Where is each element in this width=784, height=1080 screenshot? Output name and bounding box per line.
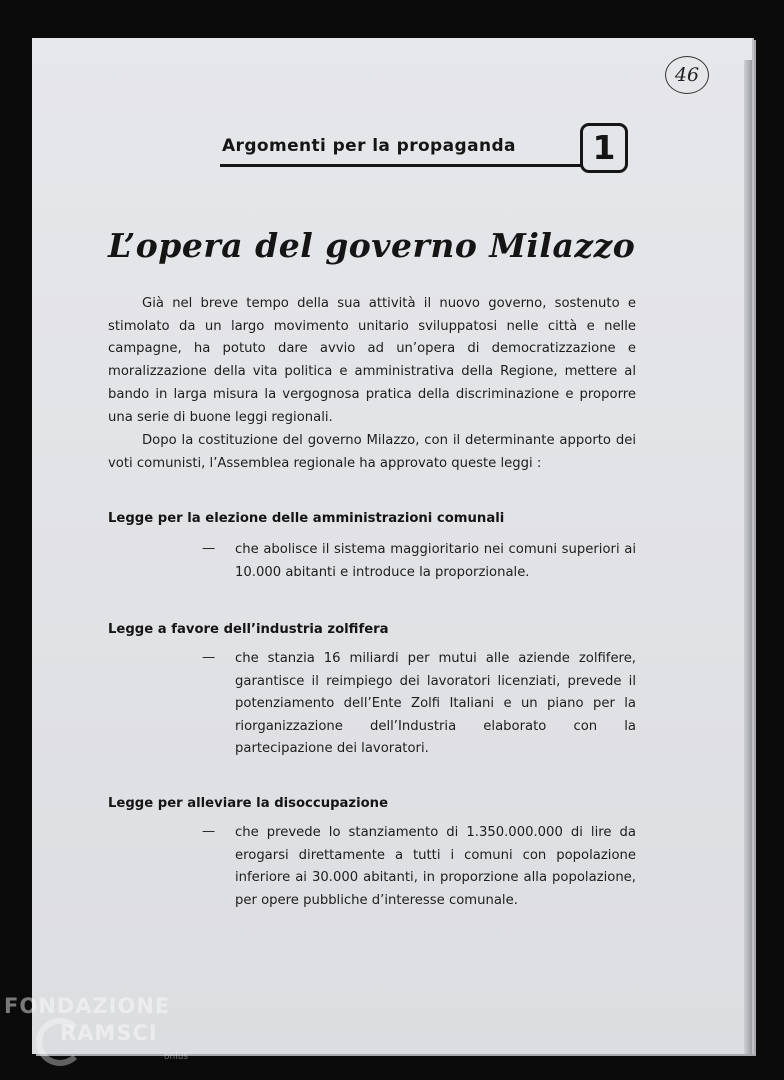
law-text-elections: che abolisce il sistema maggioritario nei comuni superiori ai 10.000 abitanti e introduce la proporzionale. (235, 542, 636, 580)
header-label: Argomenti per la propaganda (222, 136, 516, 156)
page-edge (744, 60, 752, 1054)
handwritten-page-number: 46 (665, 56, 709, 94)
watermark-line2: RAMSCI (60, 1021, 158, 1045)
law-dash: — (202, 824, 216, 839)
header-number-box: 1 (580, 123, 628, 173)
intro-paragraph: Già nel breve tempo della sua attività il nuovo governo, sostenuto e stimolato da un largo movimento unitario sviluppatosi nelle città e nelle campagne, ha potuto dare avvio ad un’opera di democratizzazione e moralizzazione della vita politica e amministrativa della Regione, mettere al bando in larga misura la vergognosa pratica della discriminazione e proporre una serie di buone leggi regionali. (108, 296, 636, 425)
laws-intro-paragraph: Dopo la costituzione del governo Milazzo, con il determinante apporto dei voti comunisti, l’Assemblea regionale ha approvato queste leggi : (108, 433, 636, 471)
law-dash: — (202, 650, 216, 665)
law-text-unemployment: che prevede lo stanziamento di 1.350.000.000 di lire da erogarsi direttamente a tutti i comuni con popolazione inferiore ai 30.000 abitanti, in proporzione alla popolazione, per opere pubbliche d’interesse comunale. (235, 825, 636, 908)
law-heading-elections: Legge per la elezione delle amministrazioni comunali (108, 511, 505, 526)
law-heading-sulphur-industry: Legge a favore dell’industria zolfifera (108, 622, 389, 637)
fondazione-gramsci-watermark (4, 994, 204, 1074)
law-dash: — (202, 541, 216, 556)
watermark-small: onlus (164, 1052, 189, 1062)
watermark-line1: FONDAZIONE (4, 994, 171, 1018)
law-heading-unemployment: Legge per alleviare la disoccupazione (108, 796, 389, 811)
law-text-sulphur-industry: che stanzia 16 miliardi per mutui alle aziende zolfifere, garantisce il reimpiego dei lavoratori licenziati, prevede il potenziamento dell’Ente Zolfi Italiani e un piano per la riorganizzazione dell’Industria elaborato con la partecipazione dei lavoratori. (235, 651, 636, 756)
header-underline (220, 164, 584, 167)
document-title: L’opera del governo Milazzo (108, 226, 636, 265)
section-header (220, 120, 640, 180)
